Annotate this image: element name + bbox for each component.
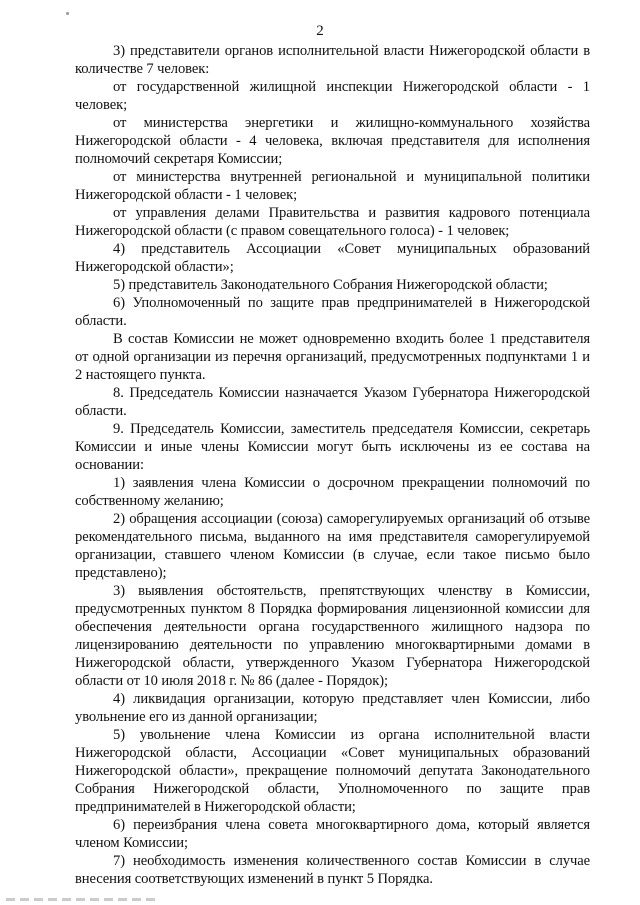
paragraph-housing-inspection: от государственной жилищной инспекции Нижегородской области - 1 человек; <box>75 79 590 113</box>
paragraph-government-affairs: от управления делами Правительства и развития кадрового потенциала Нижегородской области (с правом совещательного голоса) - 1 человек; <box>75 205 590 239</box>
paragraph-exclusion-reason-1: 1) заявления члена Комиссии о досрочном прекращении полномочий по собственному желанию; <box>75 475 590 509</box>
paragraph-item-8-chairman: 8. Председатель Комиссии назначается Указом Губернатора Нижегородской области. <box>75 385 590 419</box>
scan-footer-artifact <box>6 898 156 901</box>
paragraph-exclusion-reason-3: 3) выявления обстоятельств, препятствующих членству в Комиссии, предусмотренных пунктом 8 Порядка формирования лицензионной комиссии для обеспечения деятельности органа государственного жилищного надзора по лицензированию деятельности по управлению многоквартирными домами в Нижегородской области, утвержденного Указом Губернатора Нижегородской области от 10 июля 2018 г. № 86 (далее - Порядок); <box>75 583 590 689</box>
paragraph-exclusion-reason-4: 4) ликвидация организации, которую представляет член Комиссии, либо увольнение его из данной организации; <box>75 691 590 725</box>
paragraph-exclusion-reason-7: 7) необходимость изменения количественного состав Комиссии в случае внесения соответствующих изменений в пункт 5 Порядка. <box>75 853 590 887</box>
paragraph-item-9-exclusion: 9. Председатель Комиссии, заместитель председателя Комиссии, секретарь Комиссии и иные члены Комиссии могут быть исключены из ее состава на основании: <box>75 421 590 473</box>
paragraph-business-ombudsman: 6) Уполномоченный по защите прав предпринимателей в Нижегородской области. <box>75 295 590 329</box>
paragraph-exclusion-reason-6: 6) переизбрания члена совета многоквартирного дома, который является членом Комиссии; <box>75 817 590 851</box>
paragraph-exclusion-reason-2: 2) обращения ассоциации (союза) саморегулируемых организаций об отзыве рекомендательного письма, выданного на имя представителя саморегулируемой организации, ставшего членом Комиссии (в случае, если такое письмо было представлено); <box>75 511 590 581</box>
paragraph-legislative-assembly: 5) представитель Законодательного Собрания Нижегородской области; <box>113 277 548 293</box>
page-number: 2 <box>316 23 324 39</box>
paragraph-municipal-association: 4) представитель Ассоциации «Совет муниципальных образований Нижегородской области»; <box>75 241 590 275</box>
paragraph-exclusion-reason-5: 5) увольнение члена Комиссии из органа исполнительной власти Нижегородской области, Ассоциации «Совет муниципальных образований Нижегородской области», прекращение полномочий депутата Законодательного Собрания Нижегородской области, Уполномоченного по защите прав предпринимателей в Нижегородской области; <box>75 727 590 815</box>
paragraph-regional-policy-ministry: от министерства внутренней региональной и муниципальной политики Нижегородской области - 1 человек; <box>75 169 590 203</box>
paragraph-membership-limit: В состав Комиссии не может одновременно входить более 1 представителя от одной организации из перечня организаций, предусмотренных подпунктами 1 и 2 настоящего пункта. <box>75 331 590 383</box>
scan-artifact-dot <box>66 12 69 15</box>
paragraph-energy-ministry: от министерства энергетики и жилищно-коммунального хозяйства Нижегородской области - 4 человека, включая представителя для исполнения полномочий секретаря Комиссии; <box>75 115 590 167</box>
document-body <box>75 42 590 888</box>
paragraph-representatives-executive: 3) представители органов исполнительной власти Нижегородской области в количестве 7 человек: <box>75 43 590 77</box>
